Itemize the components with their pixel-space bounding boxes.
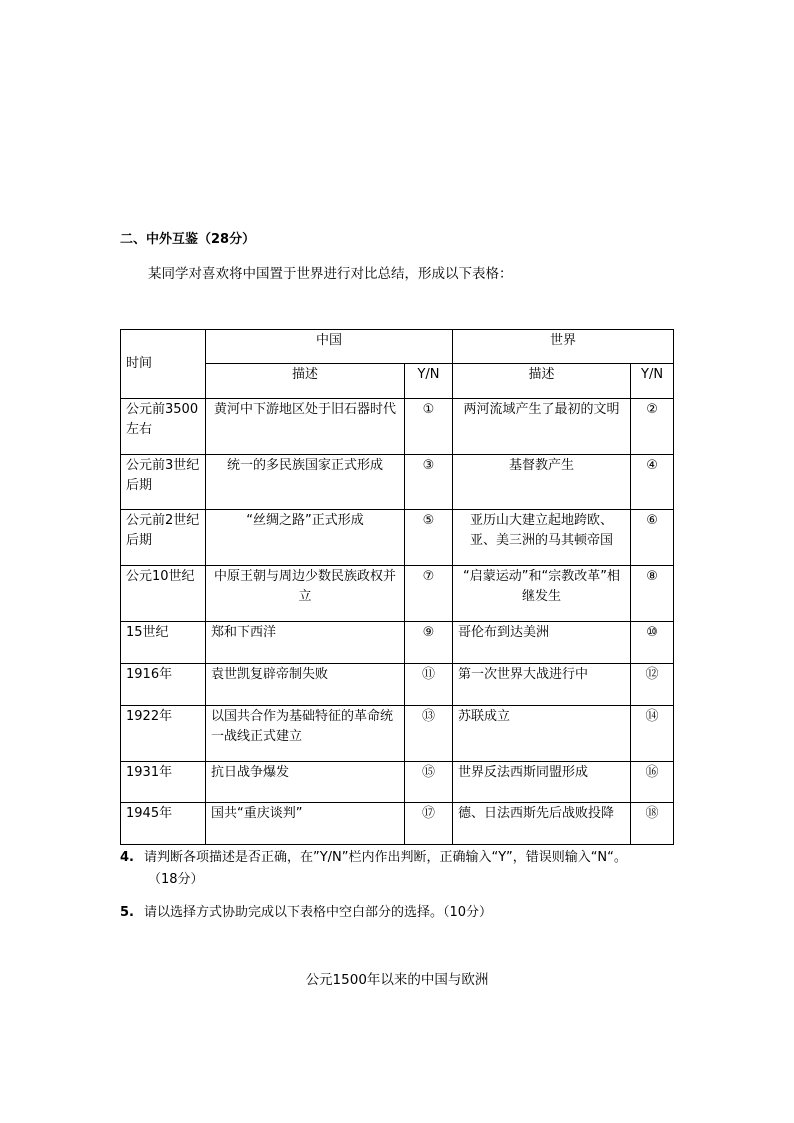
header-world: 世界 [453, 330, 674, 364]
row-china-yn[interactable]: ⑨ [405, 622, 453, 664]
row-world-yn[interactable]: ⑧ [631, 566, 674, 622]
row-time: 公元前3世纪后期 [121, 455, 206, 510]
question-4 [120, 847, 680, 891]
row-china-yn[interactable]: ⑮ [405, 762, 453, 803]
row-china-desc: 郑和下西洋 [206, 622, 405, 664]
row-world-yn[interactable]: ④ [631, 455, 674, 510]
row-china-yn[interactable]: ⑤ [405, 510, 453, 566]
table-row [121, 399, 674, 455]
row-world-desc: 苏联成立 [453, 706, 631, 762]
table-row [121, 622, 674, 664]
row-china-yn[interactable]: ① [405, 399, 453, 455]
row-world-desc: “启蒙运动”和“宗教改革”相继发生 [453, 566, 631, 622]
row-china-desc: 以国共合作为基础特征的革命统一战线正式建立 [206, 706, 405, 762]
row-china-desc: 黄河中下游地区处于旧石器时代 [206, 399, 405, 455]
table-row [121, 510, 674, 566]
table-row [121, 803, 674, 845]
row-time: 1916年 [121, 664, 206, 706]
row-world-desc: 基督教产生 [453, 455, 631, 510]
row-china-yn[interactable]: ⑦ [405, 566, 453, 622]
question-5-text: 请以选择方式协助完成以下表格中空白部分的选择。（10分） [144, 905, 493, 920]
question-5 [120, 901, 492, 920]
row-china-desc: 国共“重庆谈判” [206, 803, 405, 845]
row-world-yn[interactable]: ⑱ [631, 803, 674, 845]
row-time: 公元前2世纪后期 [121, 510, 206, 566]
row-china-yn[interactable]: ⑬ [405, 706, 453, 762]
row-world-desc: 第一次世界大战进行中 [453, 664, 631, 706]
row-world-yn[interactable]: ⑯ [631, 762, 674, 803]
row-china-yn[interactable]: ③ [405, 455, 453, 510]
row-world-desc: 亚历山大建立起地跨欧、亚、美三洲的马其顿帝国 [453, 510, 631, 566]
row-time: 公元前3500左右 [121, 399, 206, 455]
question-4-number: 4. [120, 850, 134, 865]
header-world-desc: 描述 [453, 364, 631, 399]
row-china-desc: 中原王朝与周边少数民族政权并立 [206, 566, 405, 622]
table-row [121, 566, 674, 622]
row-time: 15世纪 [121, 622, 206, 664]
question-4-text: 请判断各项描述是否正确，在”Y/N”栏内作出判断，正确输入“Y”，错误则输入“N“。 [144, 850, 627, 865]
row-time: 1931年 [121, 762, 206, 803]
header-time: 时间 [121, 330, 206, 399]
row-china-desc: 统一的多民族国家正式形成 [206, 455, 405, 510]
section-intro: 某同学对喜欢将中国置于世界进行对比总结，形成以下表格： [148, 266, 513, 282]
table-row [121, 706, 674, 762]
table-row [121, 762, 674, 803]
comparison-table [120, 329, 674, 845]
row-china-yn[interactable]: ⑰ [405, 803, 453, 845]
row-time: 公元10世纪 [121, 566, 206, 622]
row-time: 1922年 [121, 706, 206, 762]
header-china: 中国 [206, 330, 453, 364]
question-5-number: 5. [120, 905, 134, 920]
row-china-yn[interactable]: ⑪ [405, 664, 453, 706]
question-4-score: （18分） [148, 872, 204, 887]
row-world-desc: 哥伦布到达美洲 [453, 622, 631, 664]
section-title: 二、中外互鉴（28分） [120, 232, 256, 247]
header-china-yn: Y/N [405, 364, 453, 399]
row-world-yn[interactable]: ⑭ [631, 706, 674, 762]
row-china-desc: 袁世凯复辟帝制失败 [206, 664, 405, 706]
table-subtitle: 公元1500年以来的中国与欧洲 [305, 972, 489, 988]
row-world-yn[interactable]: ⑩ [631, 622, 674, 664]
table-row [121, 455, 674, 510]
row-world-yn[interactable]: ⑥ [631, 510, 674, 566]
row-world-desc: 德、日法西斯先后战败投降 [453, 803, 631, 845]
row-world-desc: 两河流域产生了最初的文明 [453, 399, 631, 455]
header-world-yn: Y/N [631, 364, 674, 399]
row-world-yn[interactable]: ⑫ [631, 664, 674, 706]
row-world-desc: 世界反法西斯同盟形成 [453, 762, 631, 803]
row-china-desc: “丝绸之路”正式形成 [206, 510, 405, 566]
row-world-yn[interactable]: ② [631, 399, 674, 455]
header-china-desc: 描述 [206, 364, 405, 399]
row-china-desc: 抗日战争爆发 [206, 762, 405, 803]
row-time: 1945年 [121, 803, 206, 845]
table-row [121, 664, 674, 706]
